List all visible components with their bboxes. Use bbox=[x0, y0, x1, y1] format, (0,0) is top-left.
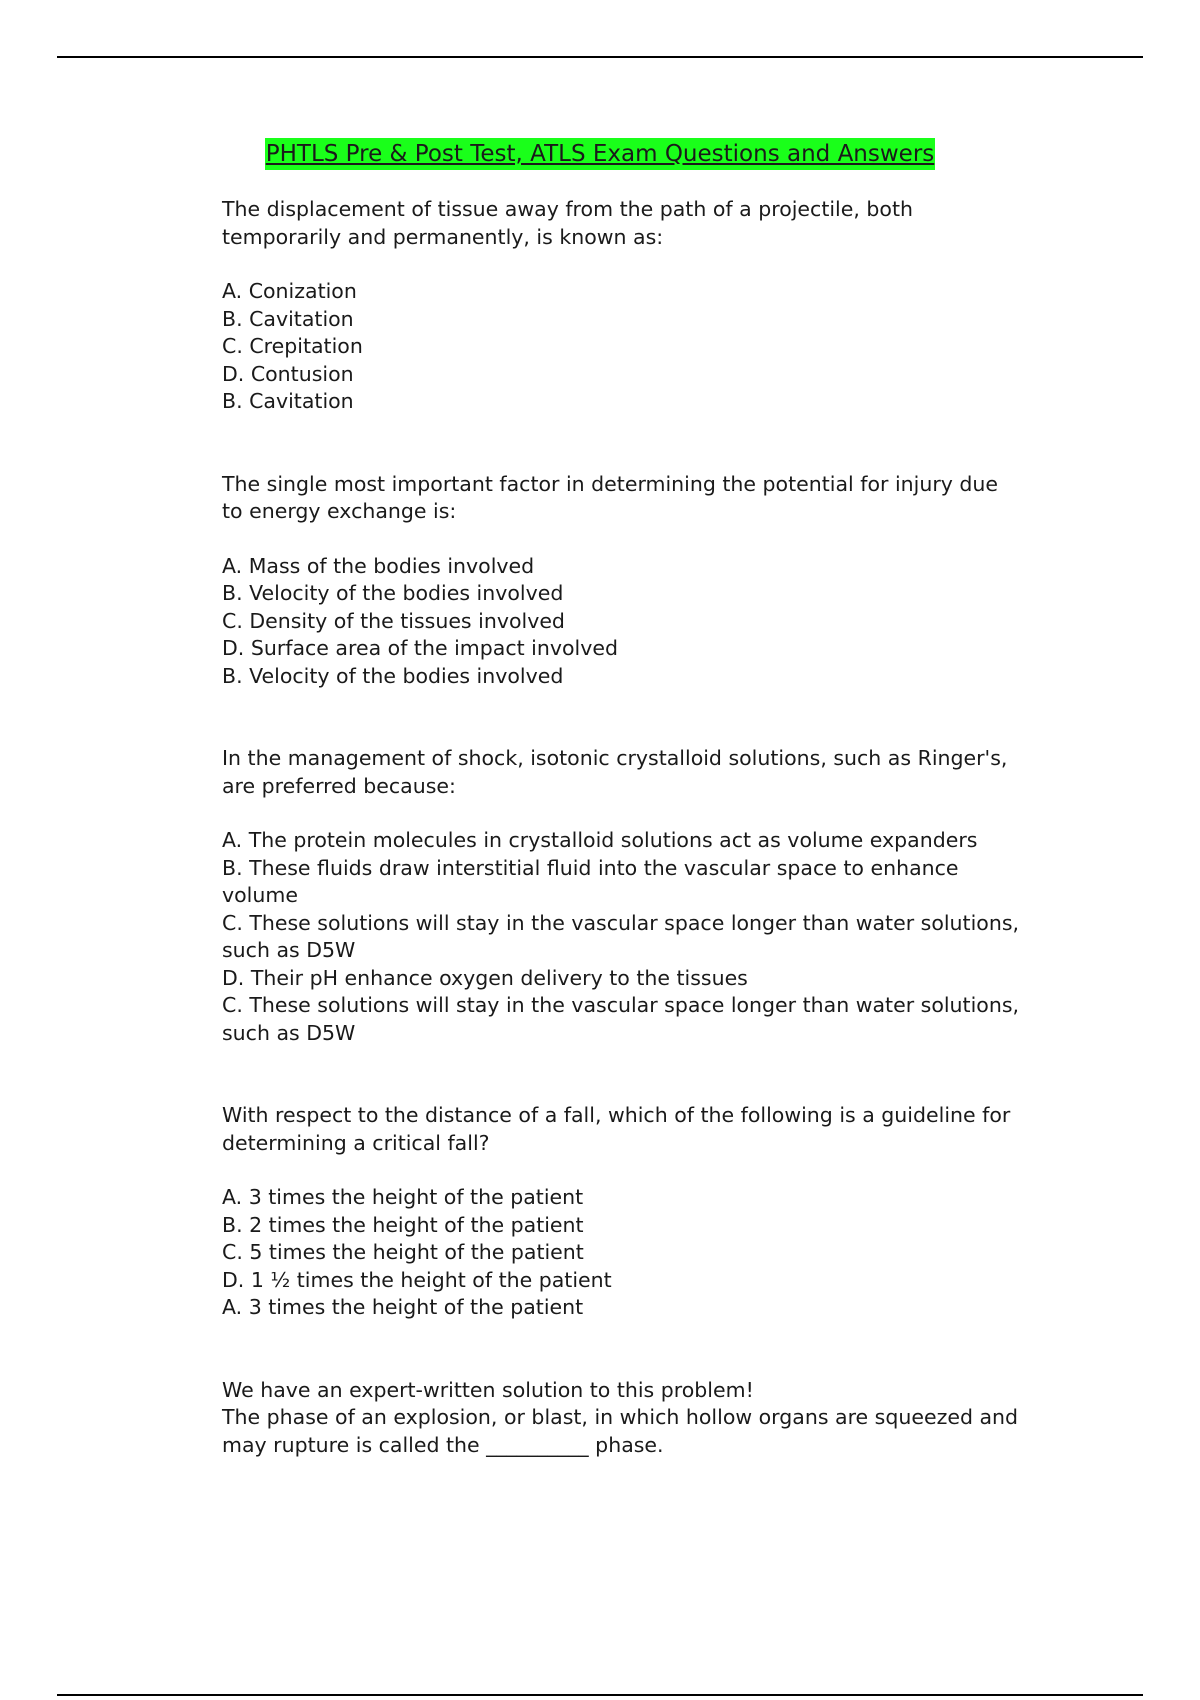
option-item: B. These fluids draw interstitial fluid into the vascular space to enhance volume bbox=[222, 855, 959, 907]
spacer bbox=[222, 1047, 1022, 1102]
answer-text: C. These solutions will stay in the vascular space longer than water solutions, such as D5W bbox=[222, 993, 1020, 1045]
question-3 bbox=[222, 745, 1022, 1047]
option-item: D. Surface area of the impact involved bbox=[222, 636, 618, 660]
question-text: The single most important factor in determining the potential for injury due to energy exchange is: bbox=[222, 471, 999, 523]
options-list bbox=[222, 278, 1022, 388]
option-item: B. Cavitation bbox=[222, 306, 354, 331]
option-item: C. Crepitation bbox=[222, 334, 363, 358]
options-list bbox=[222, 1184, 1022, 1294]
spacer bbox=[222, 416, 1022, 471]
option-item: B. Velocity of the bodies involved bbox=[222, 581, 564, 605]
question-4 bbox=[222, 1102, 1022, 1322]
question-text: The phase of an explosion, or blast, in which hollow organs are squeezed and may rupture is called the __________ phase. bbox=[222, 1405, 1019, 1457]
spacer bbox=[222, 1322, 1022, 1377]
option-item: C. Density of the tissues involved bbox=[222, 608, 565, 633]
final-question bbox=[222, 1377, 1022, 1460]
option-item: B. 2 times the height of the patient bbox=[222, 1212, 584, 1237]
document-body bbox=[222, 196, 1022, 1459]
document-title: PHTLS Pre & Post Test, ATLS Exam Questions and Answers bbox=[265, 138, 936, 170]
option-item: D. 1 ½ times the height of the patient bbox=[222, 1267, 612, 1292]
option-item: C. These solutions will stay in the vascular space longer than water solutions, such as D5W bbox=[222, 910, 1020, 962]
option-item: C. 5 times the height of the patient bbox=[222, 1240, 584, 1264]
answer-text: B. Cavitation bbox=[222, 389, 354, 413]
bottom-rule bbox=[57, 1694, 1143, 1696]
question-1 bbox=[222, 196, 1022, 416]
option-item: D. Their pH enhance oxygen delivery to the tissues bbox=[222, 965, 748, 990]
question-text: With respect to the distance of a fall, which of the following is a guideline for determining a critical fall? bbox=[222, 1103, 1011, 1155]
option-item: A. Conization bbox=[222, 279, 357, 303]
options-list bbox=[222, 553, 1022, 663]
question-2 bbox=[222, 471, 1022, 691]
answer-text: A. 3 times the height of the patient bbox=[222, 1295, 584, 1319]
option-item: D. Contusion bbox=[222, 361, 354, 386]
answer-text: B. Velocity of the bodies involved bbox=[222, 663, 564, 688]
options-list bbox=[222, 827, 1022, 992]
solution-intro: We have an expert-written solution to this problem! bbox=[222, 1377, 754, 1402]
spacer bbox=[222, 690, 1022, 745]
option-item: A. 3 times the height of the patient bbox=[222, 1185, 584, 1209]
question-text: In the management of shock, isotonic crystalloid solutions, such as Ringer's, are preferred because: bbox=[222, 746, 1008, 798]
option-item: A. The protein molecules in crystalloid solutions act as volume expanders bbox=[222, 828, 978, 852]
top-rule bbox=[57, 56, 1143, 58]
option-item: A. Mass of the bodies involved bbox=[222, 553, 535, 578]
title-container bbox=[0, 138, 1200, 170]
question-text: The displacement of tissue away from the path of a projectile, both temporarily and permanently, is known as: bbox=[222, 197, 913, 249]
